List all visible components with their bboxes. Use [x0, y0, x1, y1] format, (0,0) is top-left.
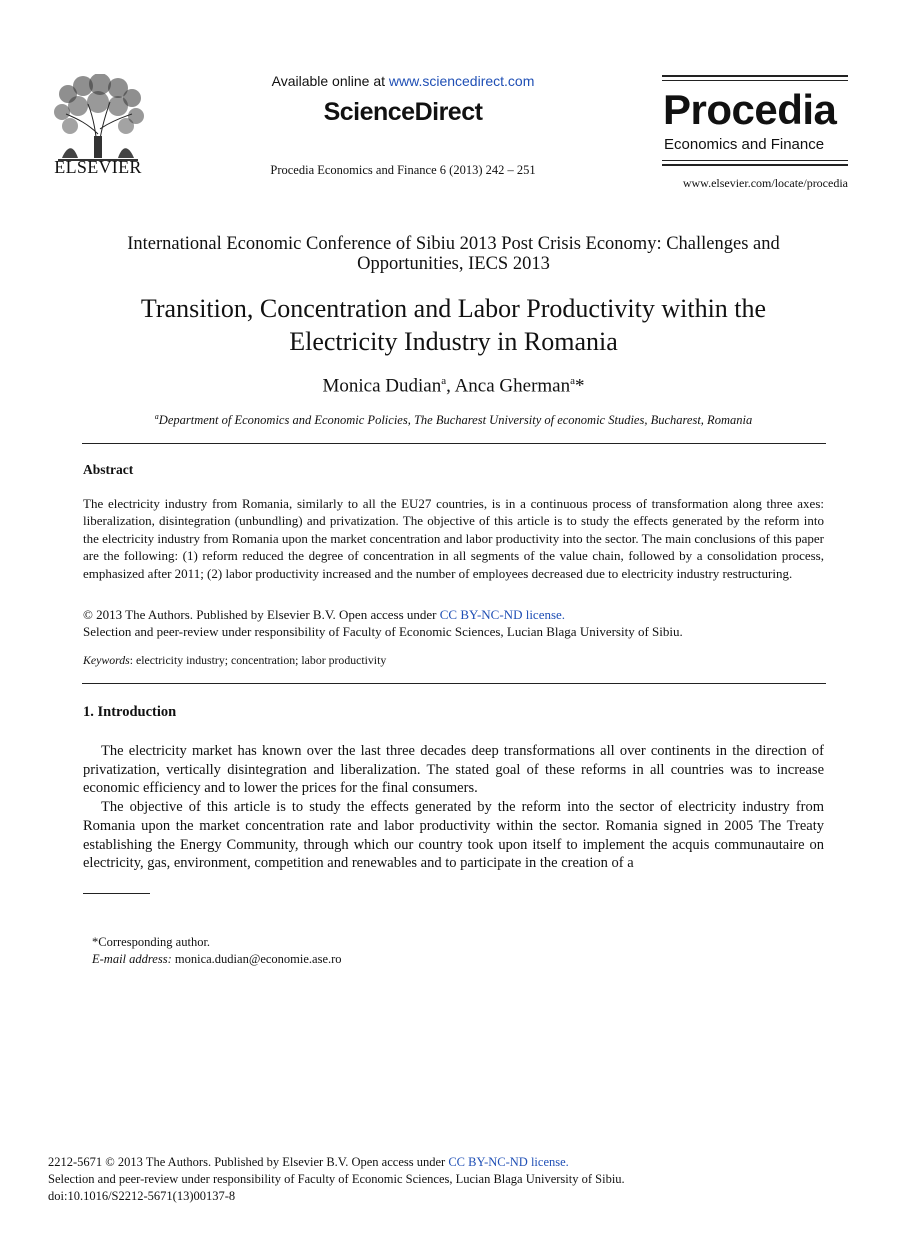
paper-title-line2: Electricity Industry in Romania	[289, 327, 618, 356]
footer-issn-copyright: 2212-5671 © 2013 The Authors. Published by Elsevier B.V. Open access under	[48, 1155, 449, 1169]
paper-title-line1: Transition, Concentration and Labor Productivity within the	[140, 294, 767, 323]
procedia-rule-mid-thin	[662, 160, 848, 161]
author-1-affil: a	[441, 375, 447, 387]
conference-name: International Economic Conference of Sibiu 2013 Post Crisis Economy: Challenges and Opportunities, IECS 2013	[127, 234, 780, 274]
available-prefix: Available online at	[271, 73, 389, 89]
divider-top	[82, 443, 826, 444]
footnote-corresponding: *Corresponding author.	[92, 935, 211, 949]
affiliation-text: Department of Economics and Economic Policies, The Bucharest University of economic Studies, Bucharest, Romania	[158, 413, 753, 428]
footnote-rule	[83, 893, 150, 894]
author-separator: ,	[446, 375, 455, 397]
paper-title	[90, 292, 817, 358]
authors	[200, 375, 707, 397]
abstract-text: The electricity industry from Romania, similarly to all the EU27 countries, is in a continuous process of transformation along three axes: liberalization, disintegration (unbundling) and privatization. The objective of this article is to study the effects generated by the reform into the electricity industry from Romania upon the market concentration and labor productivity into the sector. The main conclusions of this paper are the following: (1) reform reduced the degree of concentration in all segments of the value chain, followed by a consolidation process, emphasized after 2011; (2) labor productivity increased and the number of employees decreased due to electricity industry restructuring.	[83, 496, 824, 581]
keywords-list: : electricity industry; concentration; labor productivity	[129, 653, 387, 667]
email-address[interactable]: monica.dudian@economie.ase.ro	[171, 952, 342, 966]
author-1: Monica Dudian	[322, 375, 442, 397]
procedia-rule-top	[662, 75, 848, 77]
page-footer	[48, 1154, 868, 1205]
affiliation	[90, 412, 817, 428]
sciencedirect-logo: ScienceDirect	[323, 98, 483, 126]
sciencedirect-link[interactable]: www.sciencedirect.com	[388, 73, 535, 89]
author-2-corresponding: *	[575, 375, 585, 397]
copyright-text: © 2013 The Authors. Published by Elsevier B.V. Open access under	[83, 607, 440, 622]
keywords	[83, 653, 824, 668]
elsevier-wordmark: ELSEVIER	[54, 157, 142, 177]
procedia-rule-top-thin	[662, 80, 848, 81]
abstract-heading: Abstract	[83, 462, 134, 477]
affiliation-marker: a	[154, 412, 159, 421]
procedia-rule-mid	[662, 164, 848, 166]
footer-peer-review: Selection and peer-review under responsibility of Faculty of Economic Sciences, Lucian Blaga University of Sibiu.	[48, 1172, 625, 1186]
procedia-title: Procedia	[663, 86, 837, 133]
footer-license-link[interactable]: CC BY-NC-ND license.	[448, 1155, 569, 1169]
license-link[interactable]: CC BY-NC-ND license.	[439, 607, 566, 622]
journal-reference: Procedia Economics and Finance 6 (2013) 242 – 251	[270, 163, 536, 177]
abstract-copyright	[83, 606, 824, 641]
email-label: E-mail address:	[92, 952, 172, 966]
divider-bottom	[82, 683, 826, 684]
author-2-affil: a	[570, 375, 575, 387]
section-heading-introduction: 1. Introduction	[83, 704, 177, 720]
footnote-email	[92, 952, 342, 967]
introduction-body	[83, 742, 824, 873]
intro-paragraph-1: The electricity market has known over the last three decades deep transformations all over continents in the direction of privatization, vertically disintegration and liberalization. The stated goal of these reforms in all countries was to increase economic efficiency and to lower the prices for the final consumers.	[83, 743, 824, 797]
available-online	[250, 73, 556, 89]
footer-doi[interactable]: doi:10.1016/S2212-5671(13)00137-8	[48, 1189, 236, 1203]
peer-review-text: Selection and peer-review under responsibility of Faculty of Economic Sciences, Lucian Blaga University of Sibiu.	[83, 624, 683, 640]
intro-paragraph-2: The objective of this article is to study the effects generated by the reform into the sector of electricity industry from Romania upon the market concentration rate and labor productivity within the sector. Romania signed in 2005 The Treaty establishing the Energy Community, through which our country took upon itself to implement the acquis communautaire on electricity, gas, environment, competition and renewables and to participate in the creation of a	[83, 799, 824, 872]
procedia-url[interactable]: www.elsevier.com/locate/procedia	[682, 176, 848, 190]
procedia-subtitle: Economics and Finance	[664, 136, 825, 153]
keywords-label: Keywords	[83, 653, 130, 667]
author-2: Anca Gherman	[454, 375, 571, 397]
